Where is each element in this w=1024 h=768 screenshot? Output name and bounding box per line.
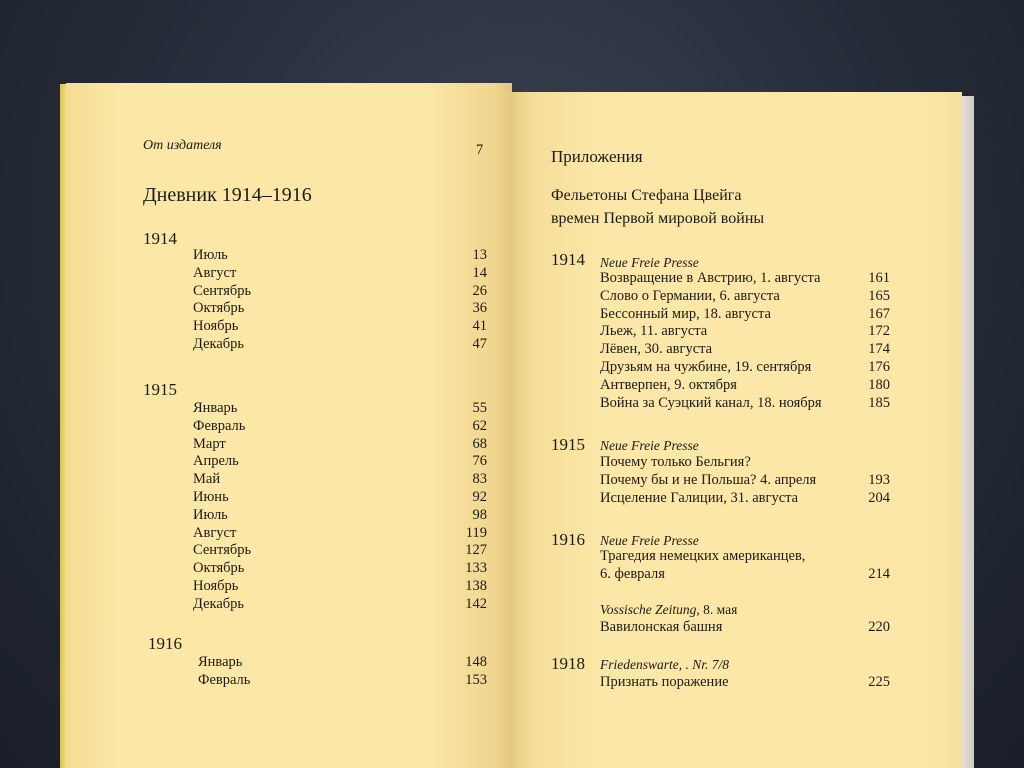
section-title: Дневник 1914–1916 — [143, 184, 312, 206]
month-entry: Август — [193, 264, 237, 281]
publication-name: Neue Freie Presse — [600, 255, 699, 270]
article-entry: 6. февраля — [600, 565, 665, 582]
year-heading: 1914 — [143, 229, 177, 248]
publication-name: Neue Freie Presse — [600, 438, 699, 453]
month-entry: Январь — [198, 654, 243, 670]
month-page-number: 92 — [472, 489, 487, 505]
article-page-number: 185 — [868, 394, 890, 411]
month-page-number: 153 — [465, 671, 487, 688]
month-entry: Май — [193, 471, 221, 488]
article-page-number: 176 — [868, 359, 890, 375]
month-page-number: 148 — [465, 654, 487, 670]
month-page-number: 68 — [472, 435, 487, 452]
article-entry: Антверпен, 9. октября — [600, 376, 737, 393]
article-page-number: 174 — [868, 341, 890, 358]
article-page-number: 220 — [868, 619, 890, 635]
publication-name: Neue Freie Presse — [600, 533, 699, 548]
article-entry: Почему только Бельгия? — [600, 454, 751, 470]
month-entry: Январь — [193, 400, 238, 416]
month-page-number: 26 — [472, 282, 487, 299]
month-page-number: 133 — [465, 560, 487, 577]
month-page-number: 138 — [465, 578, 487, 594]
month-entry: Февраль — [198, 671, 251, 688]
month-page-number: 36 — [472, 300, 487, 317]
month-page-number: 62 — [472, 417, 487, 434]
article-entry: Почему бы и не Польша? 4. апреля — [600, 471, 817, 488]
month-entry: Декабрь — [193, 595, 245, 612]
year-heading: 1915 — [551, 435, 585, 454]
page-number: 7 — [476, 142, 484, 158]
month-page-number: 142 — [465, 595, 487, 612]
article-page-number: 180 — [868, 376, 890, 393]
month-entry: Октябрь — [193, 300, 245, 317]
month-entry: Июль — [193, 247, 228, 263]
appendix-subtitle: Фельетоны Стефана Цвейга — [551, 187, 742, 204]
publication-name: Friedenswarte, . Nr. 7/8 — [600, 657, 730, 672]
article-page-number: 193 — [868, 471, 890, 488]
article-entry: Вавилонская башня — [600, 619, 723, 635]
year-heading: 1915 — [143, 380, 177, 399]
month-page-number: 55 — [472, 400, 487, 416]
month-entry: Сентябрь — [193, 542, 252, 559]
month-entry: Декабрь — [193, 336, 245, 352]
month-page-number: 119 — [465, 524, 487, 541]
publication-date: , 8. мая — [696, 602, 738, 617]
article-page-number: 214 — [868, 565, 890, 582]
month-entry: Сентябрь — [193, 282, 252, 299]
month-page-number: 41 — [472, 318, 487, 335]
month-page-number: 13 — [472, 247, 487, 263]
month-page-number: 76 — [472, 453, 487, 470]
month-entry: Апрель — [193, 453, 239, 470]
month-entry: Июль — [193, 506, 228, 523]
month-entry: Октябрь — [193, 560, 245, 577]
year-heading: 1914 — [551, 250, 585, 269]
appendix-title: Приложения — [551, 147, 643, 166]
year-heading: 1916 — [551, 530, 585, 549]
article-entry: Бессонный мир, 18. августа — [600, 305, 771, 322]
article-entry: Слово о Германии, 6. августа — [600, 287, 780, 304]
month-page-number: 98 — [472, 506, 487, 523]
article-page-number: 165 — [868, 287, 890, 304]
month-entry: Ноябрь — [193, 318, 239, 335]
month-entry: Август — [193, 524, 237, 541]
article-page-number: 172 — [868, 323, 890, 340]
article-page-number: 167 — [868, 305, 890, 322]
month-entry: Февраль — [193, 417, 246, 434]
article-entry: Друзьям на чужбине, 19. сентября — [600, 359, 812, 375]
month-entry: Март — [193, 435, 226, 452]
article-entry: Трагедия немецких американцев, — [600, 548, 806, 564]
article-entry: Возвращение в Австрию, 1. августа — [600, 270, 821, 286]
publication-name: Vossische Zeitung, 8. мая — [600, 602, 738, 617]
article-entry: Признать поражение — [600, 674, 729, 690]
month-page-number: 127 — [465, 542, 487, 559]
month-entry: Июнь — [193, 489, 229, 505]
appendix-subtitle: времен Первой мировой войны — [551, 210, 765, 227]
month-page-number: 47 — [472, 336, 487, 352]
year-heading: 1918 — [551, 654, 585, 673]
article-entry: Исцеление Галиции, 31. августа — [600, 489, 799, 506]
article-page-number: 204 — [868, 489, 890, 506]
article-entry: Война за Суэцкий канал, 18. ноября — [600, 394, 822, 411]
article-page-number: 161 — [868, 270, 890, 286]
running-header: От издателя — [143, 138, 222, 153]
year-heading: 1916 — [148, 634, 182, 653]
article-entry: Льеж, 11. августа — [600, 323, 708, 340]
month-entry: Ноябрь — [193, 578, 239, 594]
month-page-number: 83 — [472, 471, 487, 488]
month-page-number: 14 — [472, 264, 487, 281]
article-entry: Лёвен, 30. августа — [600, 341, 713, 358]
article-page-number: 225 — [868, 674, 890, 690]
